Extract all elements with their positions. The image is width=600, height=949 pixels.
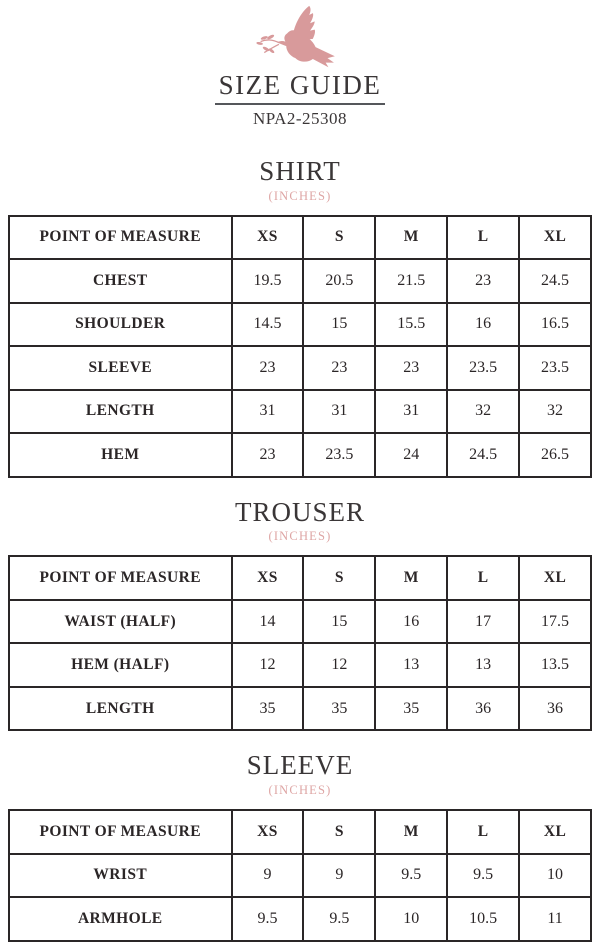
measure-value-cell: 26.5: [519, 433, 591, 477]
measure-value-cell: 16.5: [519, 303, 591, 347]
measure-value-cell: 23.5: [519, 346, 591, 390]
size-column-header: M: [375, 810, 447, 854]
measure-label-cell: CHEST: [9, 259, 232, 303]
measure-label-cell: SHOULDER: [9, 303, 232, 347]
size-column-header: M: [375, 216, 447, 260]
measure-value-cell: 9: [303, 854, 375, 898]
table-header-row: [9, 810, 591, 854]
table-row: [9, 346, 591, 390]
table-row: [9, 600, 591, 644]
measure-label-cell: HEM: [9, 433, 232, 477]
measure-value-cell: 14: [232, 600, 304, 644]
size-column-header: S: [303, 556, 375, 600]
size-column-header: L: [447, 556, 519, 600]
table-row: [9, 897, 591, 941]
section-title-sleeve: SLEEVE: [246, 750, 354, 781]
measure-value-cell: 10: [519, 854, 591, 898]
measure-value-cell: 12: [303, 643, 375, 687]
measure-value-cell: 12: [232, 643, 304, 687]
measure-value-cell: 35: [232, 687, 304, 731]
measure-value-cell: 36: [519, 687, 591, 731]
table-row: [9, 433, 591, 477]
size-column-header: L: [447, 216, 519, 260]
measure-value-cell: 23: [303, 346, 375, 390]
point-of-measure-header: POINT OF MEASURE: [9, 810, 232, 854]
measure-value-cell: 32: [447, 390, 519, 434]
measure-value-cell: 17.5: [519, 600, 591, 644]
measure-label-cell: ARMHOLE: [9, 897, 232, 941]
measure-value-cell: 10.5: [447, 897, 519, 941]
measure-value-cell: 35: [303, 687, 375, 731]
table-row: [9, 259, 591, 303]
measure-value-cell: 15: [303, 303, 375, 347]
table-row: [9, 643, 591, 687]
size-column-header: S: [303, 810, 375, 854]
measure-value-cell: 20.5: [303, 259, 375, 303]
dove-olive-branch-icon: [254, 4, 346, 70]
size-column-header: XL: [519, 216, 591, 260]
measure-label-cell: LENGTH: [9, 687, 232, 731]
page-title: SIZE GUIDE: [215, 72, 386, 105]
measure-value-cell: 11: [519, 897, 591, 941]
section-title-trouser: TROUSER: [234, 496, 366, 527]
point-of-measure-header: POINT OF MEASURE: [9, 556, 232, 600]
measure-value-cell: 31: [375, 390, 447, 434]
measure-value-cell: 21.5: [375, 259, 447, 303]
measure-value-cell: 36: [447, 687, 519, 731]
measure-value-cell: 23: [232, 346, 304, 390]
measure-value-cell: 10: [375, 897, 447, 941]
measure-value-cell: 24.5: [519, 259, 591, 303]
measure-value-cell: 23: [375, 346, 447, 390]
size-column-header: XL: [519, 556, 591, 600]
table-row: [9, 687, 591, 731]
measure-value-cell: 23: [447, 259, 519, 303]
measure-value-cell: 9.5: [303, 897, 375, 941]
measure-label-cell: LENGTH: [9, 390, 232, 434]
measure-value-cell: 15: [303, 600, 375, 644]
section-sleeve: [0, 751, 600, 941]
measure-value-cell: 31: [303, 390, 375, 434]
measure-value-cell: 17: [447, 600, 519, 644]
section-unit-label: (INCHES): [268, 529, 332, 544]
size-column-header: XS: [232, 216, 304, 260]
measure-label-cell: SLEEVE: [9, 346, 232, 390]
size-column-header: M: [375, 556, 447, 600]
measure-value-cell: 13: [375, 643, 447, 687]
section-shirt: [0, 157, 600, 478]
size-column-header: XL: [519, 810, 591, 854]
size-column-header: S: [303, 216, 375, 260]
measure-value-cell: 9.5: [232, 897, 304, 941]
measure-value-cell: 35: [375, 687, 447, 731]
section-unit-label: (INCHES): [268, 783, 332, 798]
measure-value-cell: 9: [232, 854, 304, 898]
product-code: NPA2-25308: [252, 109, 348, 128]
logo-container: [0, 4, 600, 70]
shirt-size-table: [8, 215, 592, 478]
measure-value-cell: 32: [519, 390, 591, 434]
measure-value-cell: 23.5: [303, 433, 375, 477]
measure-value-cell: 16: [375, 600, 447, 644]
table-row: [9, 303, 591, 347]
measure-value-cell: 13: [447, 643, 519, 687]
table-row: [9, 854, 591, 898]
table-row: [9, 390, 591, 434]
measure-value-cell: 9.5: [375, 854, 447, 898]
table-header-row: [9, 556, 591, 600]
measure-value-cell: 15.5: [375, 303, 447, 347]
measure-value-cell: 13.5: [519, 643, 591, 687]
point-of-measure-header: POINT OF MEASURE: [9, 216, 232, 260]
section-unit-label: (INCHES): [268, 188, 332, 203]
size-column-header: XS: [232, 556, 304, 600]
measure-value-cell: 24.5: [447, 433, 519, 477]
measure-label-cell: WRIST: [9, 854, 232, 898]
brand-header: [0, 0, 600, 129]
table-header-row: [9, 216, 591, 260]
measure-label-cell: WAIST (HALF): [9, 600, 232, 644]
measure-value-cell: 16: [447, 303, 519, 347]
size-column-header: XS: [232, 810, 304, 854]
measure-value-cell: 23: [232, 433, 304, 477]
sleeve-size-table: [8, 809, 592, 942]
section-trouser: [0, 498, 600, 732]
measure-value-cell: 31: [232, 390, 304, 434]
section-title-shirt: SHIRT: [259, 156, 341, 186]
measure-value-cell: 23.5: [447, 346, 519, 390]
size-column-header: L: [447, 810, 519, 854]
measure-value-cell: 24: [375, 433, 447, 477]
trouser-size-table: [8, 555, 592, 731]
measure-value-cell: 14.5: [232, 303, 304, 347]
measure-label-cell: HEM (HALF): [9, 643, 232, 687]
measure-value-cell: 19.5: [232, 259, 304, 303]
measure-value-cell: 9.5: [447, 854, 519, 898]
